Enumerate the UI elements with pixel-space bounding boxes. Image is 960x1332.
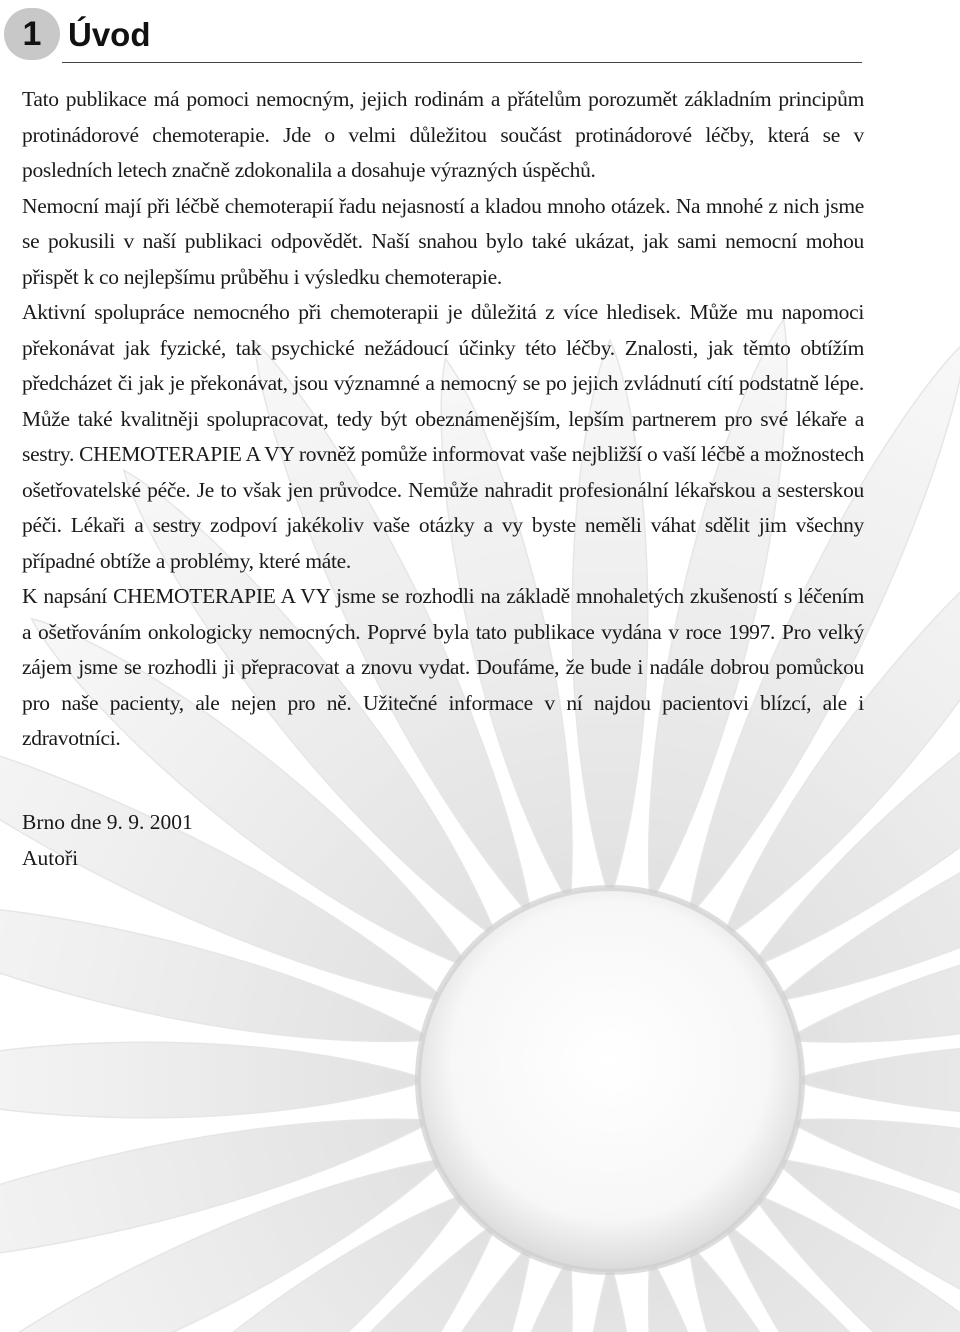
petal-shape bbox=[0, 1042, 430, 1118]
signature-block bbox=[22, 804, 193, 876]
header-divider bbox=[62, 62, 862, 63]
place-date: Brno dne 9. 9. 2001 bbox=[22, 810, 193, 834]
authors: Autoři bbox=[22, 846, 79, 870]
intro-text bbox=[22, 82, 864, 757]
paragraph: Aktivní spolupráce nemocného při chemoterapii je důležitá z více hledisek. Může mu napomoci překonávat jak fyzické, tak psychické nežádoucí účinky této léčby. Znalosti, jak těmto obtížím předcházet či jak je překonávat, jsou významné a nemocný se po jejich zvládnutí cítí podstatně lépe. Může také kvalitněji spolupracovat, tedy být obeznámenějším, lepším partnerem pro své lékaře a sestry. CHEMOTERAPIE A VY rovněž pomůže informovat vaše nejbližší o vaší léčbě a možnostech ošetřovatelské péče. Je to však jen průvodce. Nemůže nahradit profesionální lékařskou a sesterskou péči. Lékaři a sestry zodpoví jakékoliv vaše otázky a vy byste neměli váhat sdělit jim všechny případné obtíže a problémy, které máte. bbox=[22, 300, 864, 573]
paragraph: Tato publikace má pomoci nemocným, jejich rodinám a přátelům porozumět základním principům protinádorové chemoterapie. Jde o velmi důležitou součást protinádorové léčby, která se v posledních letech značně zdokonalila a dosahuje výrazných úspěchů. bbox=[22, 87, 864, 182]
petal-shape bbox=[790, 1042, 960, 1118]
chapter-title: Úvod bbox=[68, 16, 151, 53]
paragraph: Nemocní mají při léčbě chemoterapií řadu nejasností a kladou mnoho otázek. Na mnohé z nich jsme se pokusili v naší publikaci odpovědět. Naší snahou bylo také ukázat, jak sami nemocní mohou přispět k co nejlepšímu průběhu i výsledku chemoterapie. bbox=[22, 193, 864, 289]
paragraph: K napsání CHEMOTERAPIE A VY jsme se rozhodli na základě mnohaletých zkušeností s léčením a ošetřováním onkologicky nemocných. Poprvé byla tato publikace vydána v roce 1997. Pro velký zájem jsme se rozhodli ji přepracovat a znovu vydat. Doufáme, že bude i nadále dobrou pomůckou pro naše pacienty, ale nejen pro ně. Užitečné informace v ní najdou pacientovi blízcí, ale i zdravotníci. bbox=[22, 584, 864, 750]
chapter-number-badge: 1 bbox=[4, 8, 60, 60]
chapter-header bbox=[0, 0, 960, 70]
